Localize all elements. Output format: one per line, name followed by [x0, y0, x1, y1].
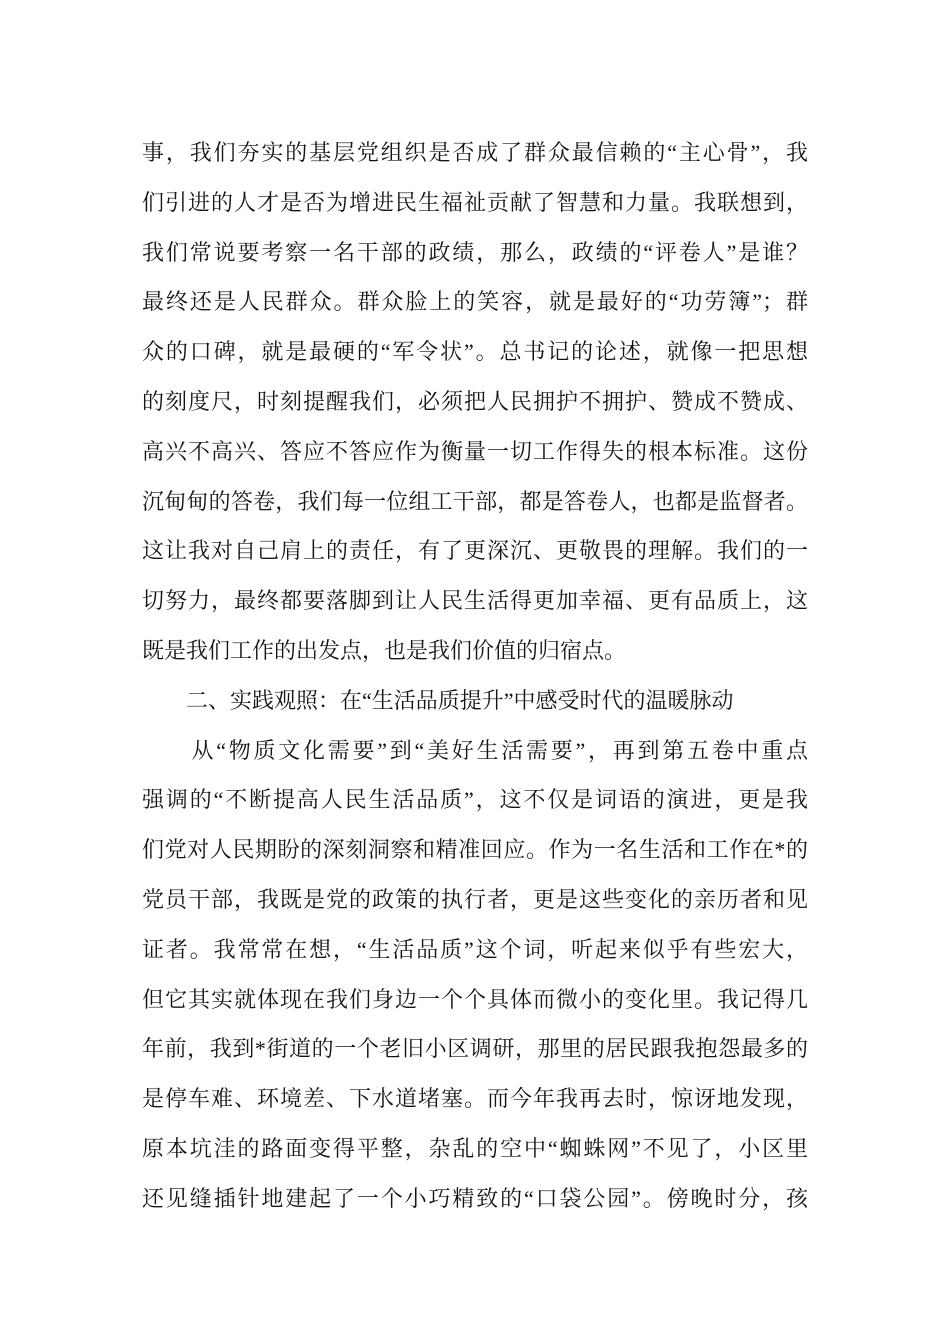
text-line: 的刻度尺，时刻提醒我们，必须把人民拥护不拥护、赞成不赞成、 [142, 388, 808, 414]
text-line: 们引进的人才是否为增进民生福祉贡献了智慧和力量。我联想到， [142, 189, 808, 215]
text-line: 切努力，最终都要落脚到让人民生活得更加幸福、更有品质上，这 [142, 588, 808, 614]
heading-section-two [142, 676, 808, 726]
text-line: 原本坑洼的路面变得平整，杂乱的空中“蜘蛛网”不见了，小区里 [142, 1135, 808, 1161]
text-line: 二、实践观照：在“生活品质提升”中感受时代的温暖脉动 [142, 687, 734, 713]
text-line: 既是我们工作的出发点，也是我们价值的归宿点。 [142, 637, 627, 663]
text-line: 这让我对自己肩上的责任，有了更深沉、更敬畏的理解。我们的一 [142, 538, 808, 564]
text-line: 是停车难、环境差、下水道堵塞。而今年我再去时，惊讶地发现， [142, 1086, 808, 1112]
text-line: 但它其实就体现在我们身边一个个具体而微小的变化里。我记得几 [142, 986, 808, 1012]
text-line: 沉甸甸的答卷，我们每一位组工干部，都是答卷人，也都是监督者。 [142, 488, 808, 514]
document-text-block [142, 128, 808, 1224]
paragraph-answer-sheet-continuation [142, 128, 808, 676]
text-line: 最终还是人民群众。群众脸上的笑容，就是最好的“功劳簿”；群 [142, 289, 808, 315]
text-line: 还见缝插针地建起了一个小巧精致的“口袋公园”。傍晚时分，孩 [142, 1185, 808, 1211]
paragraph-life-quality [142, 726, 808, 1224]
text-line: 强调的“不断提高人民生活品质”，这不仅是词语的演进，更是我 [142, 787, 808, 813]
text-line: 从“物质文化需要”到“美好生活需要”，再到第五卷中重点 [142, 737, 808, 763]
text-line: 证者。我常常在想，“生活品质”这个词，听起来似乎有些宏大， [142, 936, 808, 962]
text-line: 高兴不高兴、答应不答应作为衡量一切工作得失的根本标准。这份 [142, 438, 808, 464]
text-line: 事，我们夯实的基层党组织是否成了群众最信赖的“主心骨”，我 [142, 140, 808, 165]
text-line: 党员干部，我既是党的政策的执行者，更是这些变化的亲历者和见 [142, 886, 808, 912]
text-line: 年前，我到*街道的一个老旧小区调研，那里的居民跟我抱怨最多的 [142, 1036, 808, 1062]
text-line: 们党对人民期盼的深刻洞察和精准回应。作为一名生活和工作在*的 [142, 837, 808, 863]
text-line: 我们常说要考察一名干部的政绩，那么，政绩的“评卷人”是谁？ [142, 239, 808, 265]
text-line: 众的口碑，就是最硬的“军令状”。总书记的论述，就像一把思想 [142, 339, 808, 365]
